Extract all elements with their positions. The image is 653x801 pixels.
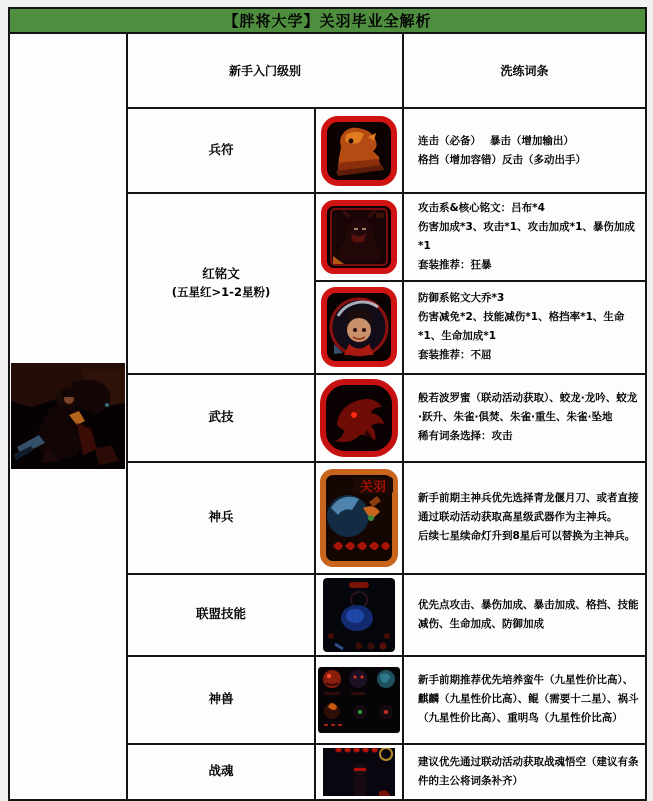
text-line: 连击（必备） 暴击（增加输出）: [418, 134, 574, 147]
text-line: 格挡（增加容错）反击（多动出手）: [418, 153, 586, 166]
column-header-entries: 洗练词条: [403, 33, 646, 108]
row-label-shenshou: 神兽: [127, 656, 315, 744]
row-label-shenbing: 神兵: [127, 462, 315, 574]
shenshou-entries: [403, 656, 646, 744]
mingwen-label: 红铭文: [202, 266, 240, 282]
text-line: 防御系铭文大乔*3: [418, 292, 505, 305]
text-line: 稀有词条选择：攻击: [418, 430, 513, 442]
mingwen-attack-entries: [403, 193, 646, 281]
shenbing-entries: [403, 462, 646, 574]
text-line: 般若波罗蜜（联动活动获取）、蛟龙·龙吟、蛟龙·跃升、朱雀·俱焚、朱雀·重生、朱雀·坠地: [418, 392, 638, 424]
wuji-entries: [403, 374, 646, 462]
text-line: 伤害加成*3、攻击*1、攻击加成*1、暴伤加成*1: [418, 220, 635, 252]
text-line: 后续七星续命灯升到8星后可以替换为主神兵。: [418, 530, 636, 542]
tiger-tally-icon: [315, 108, 403, 193]
guanyu-caption-text: 关羽: [359, 479, 387, 495]
alliance-skill-screenshot: [315, 574, 403, 656]
row-label-mingwen: [127, 193, 315, 374]
page-title: 【胖将大学】关羽毕业全解析: [9, 8, 646, 33]
guide-table: [8, 7, 647, 801]
warsoul-screenshot: [315, 744, 403, 800]
beasts-screenshot: [315, 656, 403, 744]
bingfu-entries: [403, 108, 646, 193]
guanyu-artwork: [9, 33, 127, 800]
text-line: 套装推荐：狂暴: [418, 258, 492, 271]
text-line: 优先点攻击、暴伤加成、暴击加成、格挡、技能减伤、生命加成、防御加成: [418, 598, 639, 630]
mingwen-sublabel: (五星红>1-2星粉): [171, 285, 271, 300]
daqiao-portrait-icon: [315, 281, 403, 374]
text-line: 伤害减免*2、技能减伤*1、格挡率*1、生命*1、生命加成*1: [418, 311, 625, 343]
text-line: 新手前期推荐优先培养蛮牛（九星性价比高）、麒麟（九星性价比高）、鲲（需要十二星）、祸斗（九星性价比高）、重明鸟（九星性价比高）: [418, 674, 639, 724]
text-line: 套装推荐：不屈: [418, 348, 492, 361]
row-label-lianmeng: 联盟技能: [127, 574, 315, 656]
row-label-wuji: 武技: [127, 374, 315, 462]
guandao-weapon-icon: [315, 462, 403, 574]
dragon-skill-icon: [315, 374, 403, 462]
lvbu-portrait-icon: [315, 193, 403, 281]
mingwen-defense-entries: [403, 281, 646, 374]
text-line: 攻击系&核心铭文：吕布*4: [418, 202, 545, 214]
zhanhun-entries: [403, 744, 646, 800]
lianmeng-entries: [403, 574, 646, 656]
column-header-beginner: 新手入门级别: [127, 33, 403, 108]
text-line: 新手前期主神兵优先选择青龙偃月刀、或者直接通过联动活动获取高星级武器作为主神兵。: [418, 492, 639, 524]
text-line: 建议优先通过联动活动获取战魂悟空（建议有条件的主公将词条补齐）: [418, 755, 639, 787]
row-label-zhanhun: 战魂: [127, 744, 315, 800]
row-label-bingfu: 兵符: [127, 108, 315, 193]
guanyu-art-image: [11, 363, 125, 469]
